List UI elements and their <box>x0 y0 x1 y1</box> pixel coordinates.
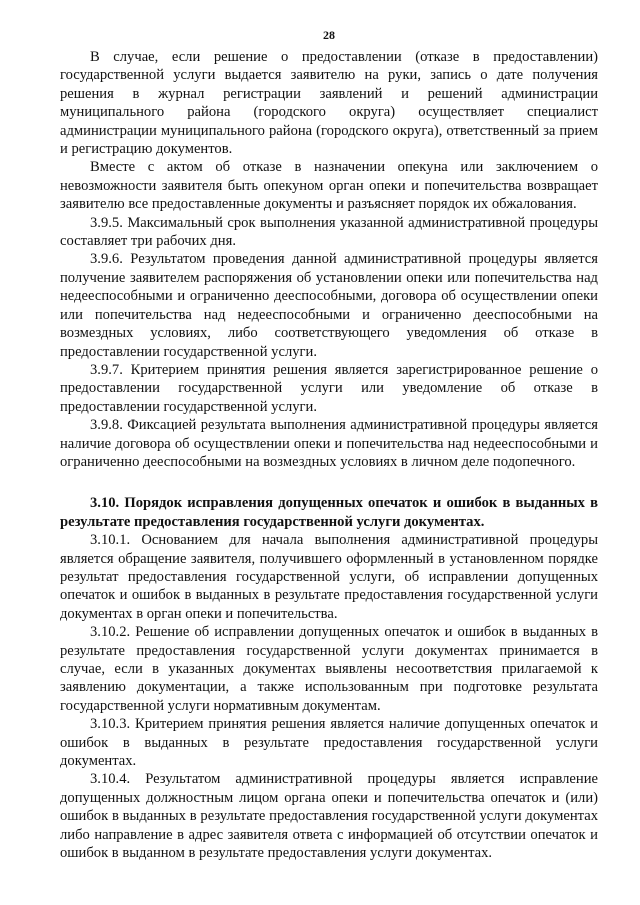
paragraph-3-10-3: 3.10.3. Критерием принятия решения является наличие допущенных опечаток и ошибок в выданных в результате предоставления государственной услуги документах. <box>60 716 598 770</box>
paragraph-3-9-7: 3.9.7. Критерием принятия решения является зарегистрированное решение о предоставлении государственной услуги или уведомление об отказе в предоставлении государственной услуги. <box>60 361 598 415</box>
section-heading-3-10: 3.10. Порядок исправления допущенных опечаток и ошибок в выданных в результате предоставления государственной услуги документах. <box>60 495 598 530</box>
paragraph-decision-handover: В случае, если решение о предоставлении (отказе в предоставлении) государственной услуги выдается заявителю на руки, запись о дате получения решения в журнал регистрации заявлений и решений администрации муниципального района (городского округа) осуществляет специалист администрации муниципального района (городского округа), ответственный за прием и регистрацию документов. <box>60 49 598 158</box>
paragraph-3-9-6: 3.9.6. Результатом проведения данной административной процедуры является получение заявителем распоряжения об установлении опеки или попечительства над недееспособными и ограниченно дееспособными, договора об осуществлении опеки или попечительства над недееспособными и ограниченно дееспособными на возмездных условиях, либо соответствующего уведомления об отказе в предоставлении государственной услуги. <box>60 251 598 360</box>
document-page <box>60 28 598 862</box>
paragraph-3-10-1: 3.10.1. Основанием для начала выполнения административной процедуры является обращение заявителя, получившего оформленный в установленном порядке результат предоставления государственной услуги, об исправлении допущенных опечаток и ошибок в выданных в результате предоставления государственной услуги документах в орган опеки и попечительства. <box>60 532 598 622</box>
paragraph-3-9-5: 3.9.5. Максимальный срок выполнения указанной административной процедуры составляет три рабочих дня. <box>60 214 598 250</box>
page-number: 28 <box>323 28 335 42</box>
paragraph-3-10-4: 3.10.4. Результатом административной процедуры является исправление допущенных должностным лицом органа опеки и попечительства опечаток и (или) ошибок в выданных в результате предоставления государственной услуги документах либо направление в адрес заявителя ответа с информацией об отсутствии опечаток и ошибок в выданном в результате предоставления услуги документах. <box>60 771 598 862</box>
paragraph-3-10-2: 3.10.2. Решение об исправлении допущенных опечаток и ошибок в выданных в результате предоставления государственной услуги документах принимается в случае, если в указанных документах выявлены несоответствия прилагаемой к заявлению документации, а также использованным при подготовке результата государственной услуги нормативным документам. <box>60 624 598 714</box>
paragraph-refusal-act: Вместе с актом об отказе в назначении опекуна или заключением о невозможности заявителя быть опекуном орган опеки и попечительства возвращает заявителю все предоставленные документы и разъясняет порядок их обжалования. <box>60 159 598 213</box>
paragraph-3-9-8: 3.9.8. Фиксацией результата выполнения административной процедуры является наличие договора об осуществлении опеки и попечительства над недееспособными и ограниченно дееспособными на возмездных условиях в личном деле подопечного. <box>60 417 598 470</box>
